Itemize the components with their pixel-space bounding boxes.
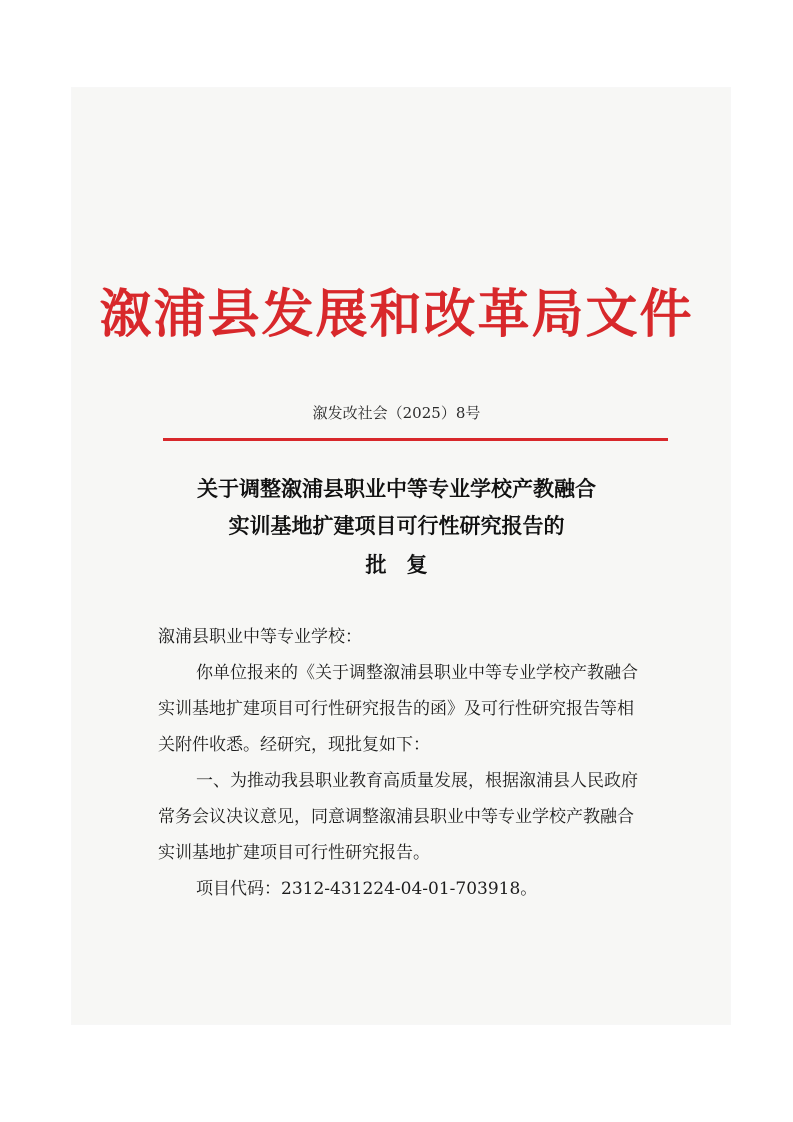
issuer-header-title: 溆浦县发展和改革局文件 xyxy=(99,284,694,345)
paragraph-1-line-2: 实训基地扩建项目可行性研究报告的函》及可行性研究报告等相 xyxy=(158,699,634,719)
paragraph-1-line-1: 你单位报来的《关于调整溆浦县职业中等专业学校产教融合 xyxy=(196,663,638,683)
paragraph-2-line-1: 一、为推动我县职业教育高质量发展，根据溆浦县人民政府 xyxy=(196,771,638,791)
addressee: 溆浦县职业中等专业学校： xyxy=(158,627,362,647)
paragraph-2-line-3: 实训基地扩建项目可行性研究报告。 xyxy=(158,843,430,863)
paragraph-1-line-3: 关附件收悉。经研究，现批复如下： xyxy=(158,735,430,755)
paragraph-2-line-2: 常务会议决议意见，同意调整溆浦县职业中等专业学校产教融合 xyxy=(158,807,634,827)
document-title-line-2: 实训基地扩建项目可行性研究报告的 xyxy=(228,514,565,538)
document-number: 溆发改社会（2025）8号 xyxy=(312,404,481,422)
document-title-line-3: 批复 xyxy=(365,553,448,577)
red-divider-line xyxy=(163,438,668,441)
document-title-line-1: 关于调整溆浦县职业中等专业学校产教融合 xyxy=(197,477,596,501)
project-code: 项目代码：2312-431224-04-01-703918。 xyxy=(196,879,538,899)
